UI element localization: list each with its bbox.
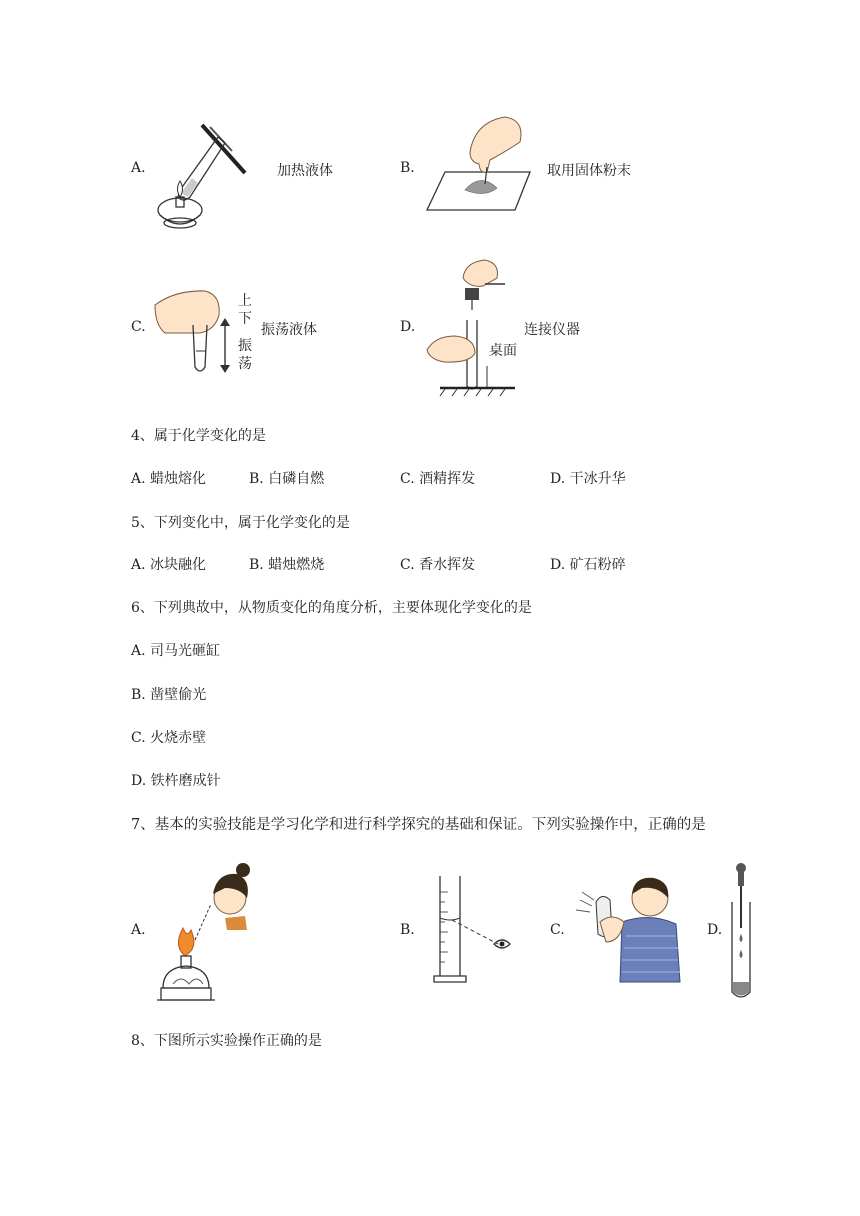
- shake-label-3: 振: [238, 338, 252, 354]
- taking-powder-figure: [425, 112, 535, 212]
- q7-option-c-letter: C.: [550, 922, 565, 938]
- shaking-liquid-figure: [155, 285, 225, 375]
- option-a-letter: A.: [131, 160, 146, 176]
- q4-option-c: C. 酒精挥发: [400, 471, 476, 487]
- q6-stem: 6、下列典故中，从物质变化的角度分析，主要体现化学变化的是: [131, 600, 532, 616]
- q5-option-b: B. 蜡烛燃烧: [249, 557, 325, 573]
- shake-label-4: 荡: [238, 356, 252, 372]
- q4-option-a: A. 蜡烛熔化: [131, 471, 207, 487]
- shake-label-1: 上: [238, 293, 252, 309]
- option-b-caption: 取用固体粉末: [547, 163, 631, 179]
- q6-option-a: A. 司马光砸缸: [131, 643, 221, 659]
- option-d-letter: D.: [400, 319, 416, 335]
- boy-smelling-figure: [572, 872, 684, 987]
- q8-stem: 8、下图所示实验操作正确的是: [131, 1033, 322, 1049]
- q5-stem: 5、下列变化中，属于化学变化的是: [131, 515, 350, 531]
- q6-option-d: D. 铁杵磨成针: [131, 773, 221, 789]
- q4-option-d: D. 干冰升华: [550, 471, 626, 487]
- q4-stem: 4、属于化学变化的是: [131, 428, 266, 444]
- shake-label-2: 下: [238, 311, 252, 327]
- desk-label: 桌面: [489, 343, 517, 359]
- q6-option-c: C. 火烧赤壁: [131, 730, 207, 746]
- q6-option-b: B. 凿壁偷光: [131, 687, 207, 703]
- heating-liquid-figure: [150, 115, 250, 235]
- option-a-caption: 加热液体: [277, 163, 333, 179]
- smelling-lamp-figure: [155, 858, 260, 1008]
- shake-arrow-icon: [220, 318, 230, 373]
- q5-option-a: A. 冰块融化: [131, 557, 207, 573]
- q7-option-d-letter: D.: [707, 922, 723, 938]
- option-c-caption: 振荡液体: [261, 322, 317, 338]
- q4-option-b: B. 白磷自燃: [249, 471, 325, 487]
- graduated-cylinder-figure: [430, 872, 520, 987]
- option-b-letter: B.: [400, 160, 415, 176]
- q7-option-a-letter: A.: [131, 922, 146, 938]
- q7-stem: 7、基本的实验技能是学习化学和进行科学探究的基础和保证。下列实验操作中，正确的是: [131, 817, 706, 833]
- dropper-figure: [726, 862, 756, 1002]
- connecting-apparatus-figure: [425, 258, 520, 398]
- q7-option-b-letter: B.: [400, 922, 415, 938]
- q5-option-d: D. 矿石粉碎: [550, 557, 626, 573]
- q5-option-c: C. 香水挥发: [400, 557, 476, 573]
- option-d-caption: 连接仪器: [524, 322, 580, 338]
- option-c-letter: C.: [131, 319, 146, 335]
